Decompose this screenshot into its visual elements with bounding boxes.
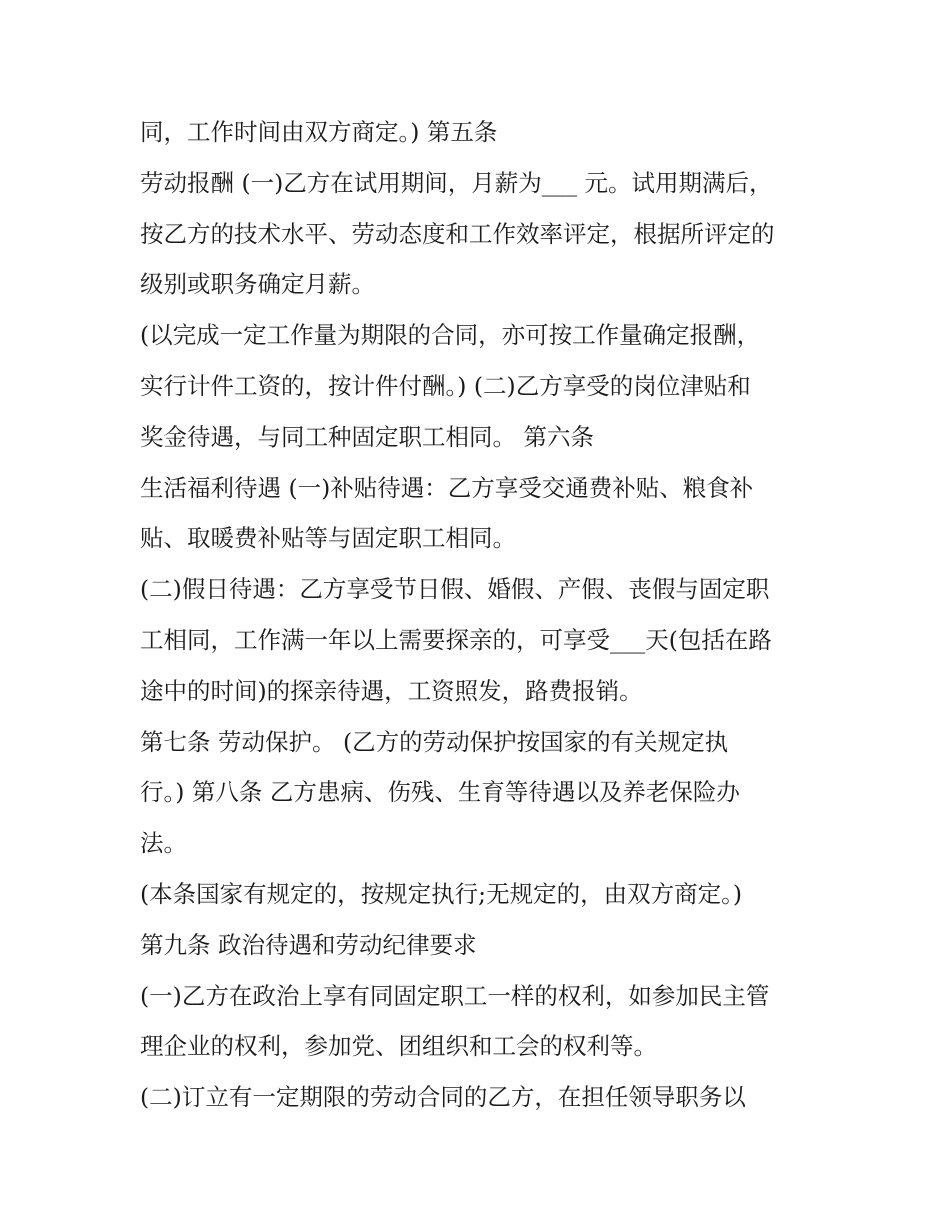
text-line: (二)假日待遇：乙方享受节日假、婚假、产假、丧假与固定职 [140,575,770,604]
text-line: (以完成一定工作量为期限的合同，亦可按工作量确定报酬， [140,321,761,350]
text-line: 实行计件工资的，按计件付酬。) (二)乙方享受的岗位津贴和 [140,371,751,400]
text-line: 第七条 劳动保护。 (乙方的劳动保护按国家的有关规定执 [140,727,729,756]
text-line: 贴、取暖费补贴等与固定职工相同。 [140,524,516,553]
text-line: 劳动报酬 (一)乙方在试用期间，月薪为___ 元。试用期满后， [140,168,773,197]
text-line: 行。) 第八条 乙方患病、伤残、生育等待遇以及养老保险办 [140,778,740,807]
text-line: 级别或职务确定月薪。 [140,270,375,299]
text-line: 第九条 政治待遇和劳动纪律要求 [140,930,477,959]
text-line: 按乙方的技术水平、劳动态度和工作效率评定，根据所评定的 [140,219,775,248]
text-line: (二)订立有一定期限的劳动合同的乙方，在担任领导职务以 [140,1083,746,1112]
text-line: 理企业的权利，参加党、团组织和工会的权利等。 [140,1032,657,1061]
text-line: 法。 [140,829,187,858]
text-line: 奖金待遇，与同工种固定职工相同。 第六条 [140,422,594,451]
text-line: 途中的时间)的探亲待遇，工资照发，路费报销。 [140,676,643,705]
text-line: (一)乙方在政治上享有同固定职工一样的权利，如参加民主管 [140,981,770,1010]
text-line: (本条国家有规定的，按规定执行;无规定的，由双方商定。) [140,879,743,908]
text-line: 同，工作时间由双方商定。) 第五条 [140,118,498,146]
text-line: 生活福利待遇 (一)补贴待遇：乙方享受交通费补贴、粮食补 [140,473,754,502]
text-line: 工相同，工作满一年以上需要探亲的，可享受___天(包括在路 [140,625,772,654]
document-body [140,107,840,1123]
